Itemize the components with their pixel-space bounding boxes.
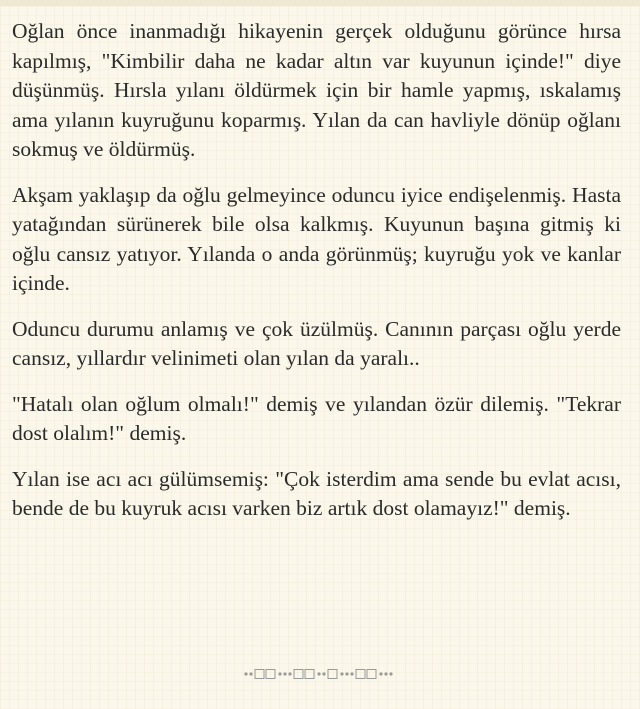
story-paragraph-5: Yılan ise acı acı gülümsemiş: "Çok isterdim ama sende bu evlat acısı, bende de bu kuyruk acısı varken biz artık dost olamayız!" demiş. [12, 466, 621, 520]
section-divider [0, 667, 640, 681]
decorative-divider-icon [240, 667, 400, 681]
story-paragraph-1: Oğlan önce inanmadığı hikayenin gerçek olduğunu görünce hırsa kapılmış, "Kimbilir daha ne kadar altın var kuyunun içinde!" diye düşünmüş. Hırsla yılanı öldürmek için bir hamle yapmış, ıskalamış ama yılanın kuyruğunu koparmış. Yılan da can havliyle dönüp oğlanı sokmuş ve öldürmüş. [12, 19, 621, 161]
top-edge-strip [0, 0, 640, 6]
story-paragraph-3: Oduncu durumu anlamış ve çok üzülmüş. Canının parçası oğlu yerde cansız, yıllardır velinimeti olan yılan da yaralı.. [12, 316, 621, 370]
story-text [12, 17, 621, 540]
story-paragraph-4: "Hatalı olan oğlum olmalı!" demiş ve yılandan özür dilemiş. "Tekrar dost olalım!" demiş. [12, 391, 621, 445]
story-paragraph-2: Akşam yaklaşıp da oğlu gelmeyince oduncu iyice endişelenmiş. Hasta yatağından sürünerek bile olsa kalkmış. Kuyunun başına gitmiş ki oğlu cansız yatıyor. Yılanda o anda görünmüş; kuyruğu yok ve kanlar içinde. [12, 182, 621, 295]
